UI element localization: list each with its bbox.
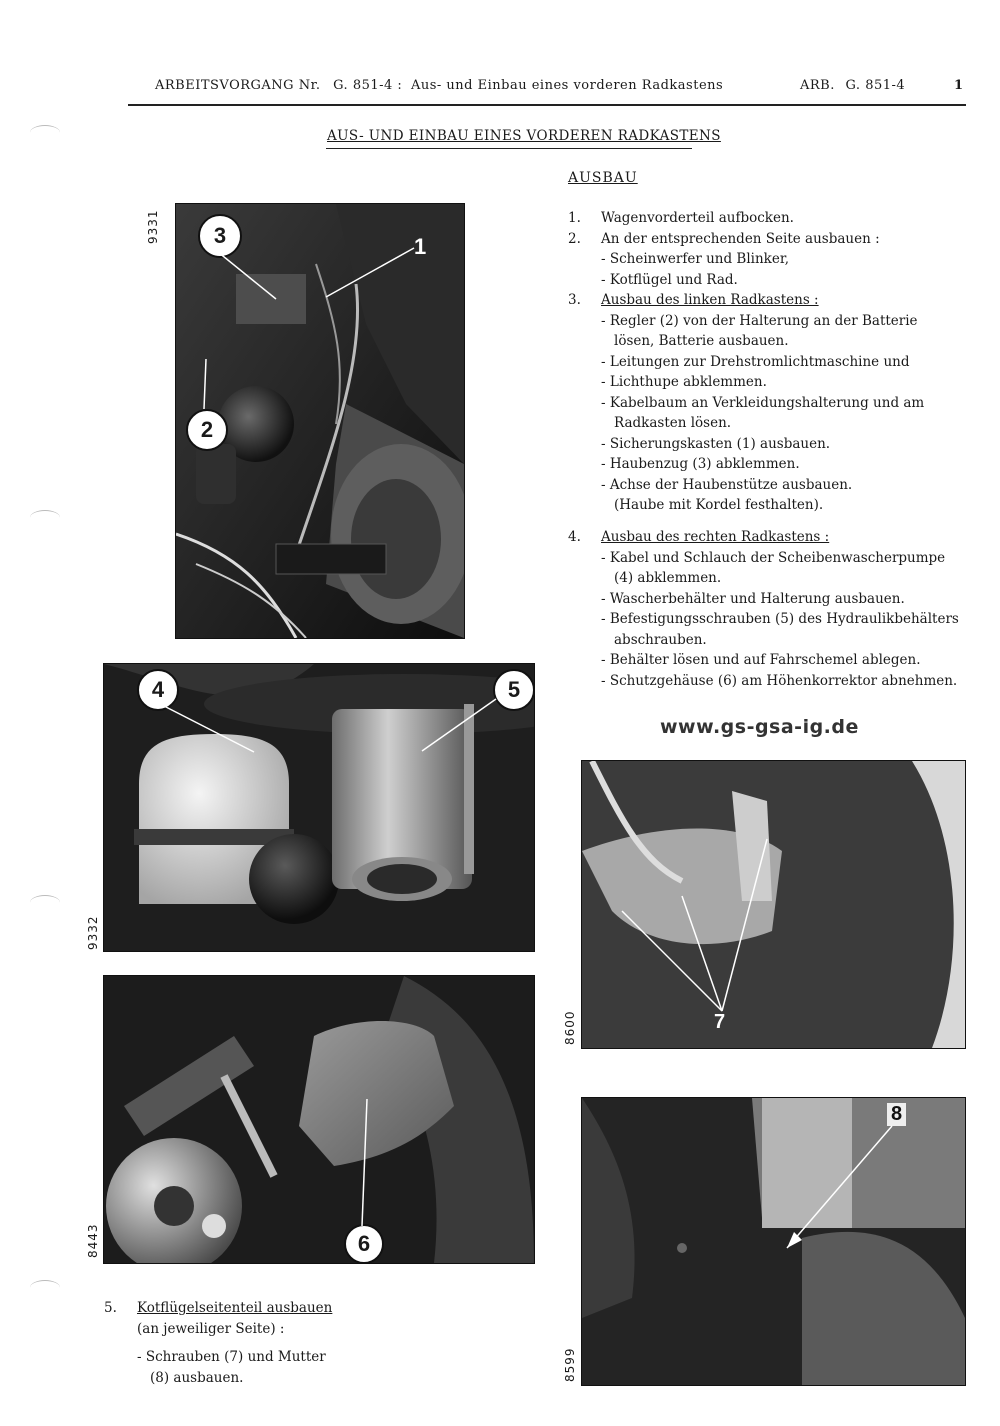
leader-lines [582,761,965,1048]
step-row: 2. An der entsprechenden Seite ausbauen : [568,230,880,247]
leader-lines [176,204,464,638]
header-left [155,78,723,93]
header-right [800,78,905,93]
step-row: Radkasten lösen. [614,415,732,431]
page-number: 1 [954,78,964,93]
punch-mark [30,510,60,525]
step-row: 3. Ausbau des linken Radkastens : [568,292,819,308]
step-row: lösen, Batterie ausbauen. [614,333,789,349]
step5: 5. Kotflügelseitenteil ausbauen (an jeweiliger Seite) : - Schrauben (7) und Mutter (8) ausbauen. [104,1300,333,1386]
callout-1: 1 [414,234,427,259]
step-row: 1. Wagenvorderteil aufbocken. [568,210,794,226]
photo-code: 8443 [86,1223,100,1258]
photo-code: 9331 [146,209,160,244]
leader-lines [104,664,534,951]
photo-nut [581,1097,966,1386]
step-row: - Wascherbehälter und Halterung ausbauen. [601,590,905,607]
photo-code: 9332 [86,915,100,950]
leader-lines [582,1098,965,1385]
header-prefix: ARBEITSVORGANG Nr. [155,78,321,93]
title-underline [326,148,692,149]
header-right-code: G. 851-4 [845,78,906,93]
step-row: - Sicherungskasten (1) ausbauen. [601,435,831,452]
steps4-list [568,527,978,691]
step-row: - Behälter lösen und auf Fahrschemel ablegen. [601,652,921,668]
steps-list [568,208,968,516]
punch-mark [30,895,60,910]
step-row: (Haube mit Kordel festhalten). [614,497,824,513]
punch-mark [30,1280,60,1295]
step-row: - Lichthupe abklemmen. [601,374,767,390]
header-title: Aus- und Einbau eines vorderen Radkastens [410,78,724,93]
step-row: - Kotflügel und Rad. [601,271,738,288]
step-row: abschrauben. [614,631,707,648]
step-row: - Befestigungsschrauben (5) des Hydraulikbehälters [601,611,959,627]
section-heading: AUSBAU [568,170,638,186]
photo-protective-housing [103,975,535,1264]
header-right-prefix: ARB. [800,78,835,93]
step-row: - Achse der Haubenstütze ausbauen. [601,476,853,493]
header-code: G. 851-4 : [333,78,403,93]
header-rule [128,104,966,106]
callout-5: 5 [493,669,535,711]
step-row: - Kabelbaum an Verkleidungshalterung und am [601,394,925,411]
callout-3: 3 [198,214,242,258]
callout-4: 4 [137,669,179,711]
callout-8: 8 [887,1103,906,1126]
photo-engine-bay-left [175,203,465,639]
callout-6: 6 [344,1224,384,1264]
step-row: - Regler (2) von der Halterung an der Batterie [601,312,918,329]
step-row: - Leitungen zur Drehstromlichtmaschine und [601,353,910,370]
step-row: - Haubenzug (3) abklemmen. [601,456,800,472]
callout-2: 2 [186,409,228,451]
step-row: (4) abklemmen. [614,570,722,586]
photo-code: 8599 [563,1347,577,1382]
step-row: 4. Ausbau des rechten Radkastens : [568,529,830,545]
callout-7: 7 [714,1011,726,1033]
photo-reservoirs [103,663,535,952]
step-row: - Schutzgehäuse (6) am Höhenkorrektor abnehmen. [601,672,958,689]
step-row: - Scheinwerfer und Blinker, [601,251,790,267]
punch-mark [30,125,60,140]
leader-lines [104,976,534,1263]
step-row: - Kabel und Schlauch der Scheibenwascherpumpe [601,549,946,566]
photo-code: 8600 [563,1010,577,1045]
photo-wing-screws [581,760,966,1049]
page-title: AUS- UND EINBAU EINES VORDEREN RADKASTENS [327,128,721,144]
website-watermark: www.gs-gsa-ig.de [660,716,859,738]
